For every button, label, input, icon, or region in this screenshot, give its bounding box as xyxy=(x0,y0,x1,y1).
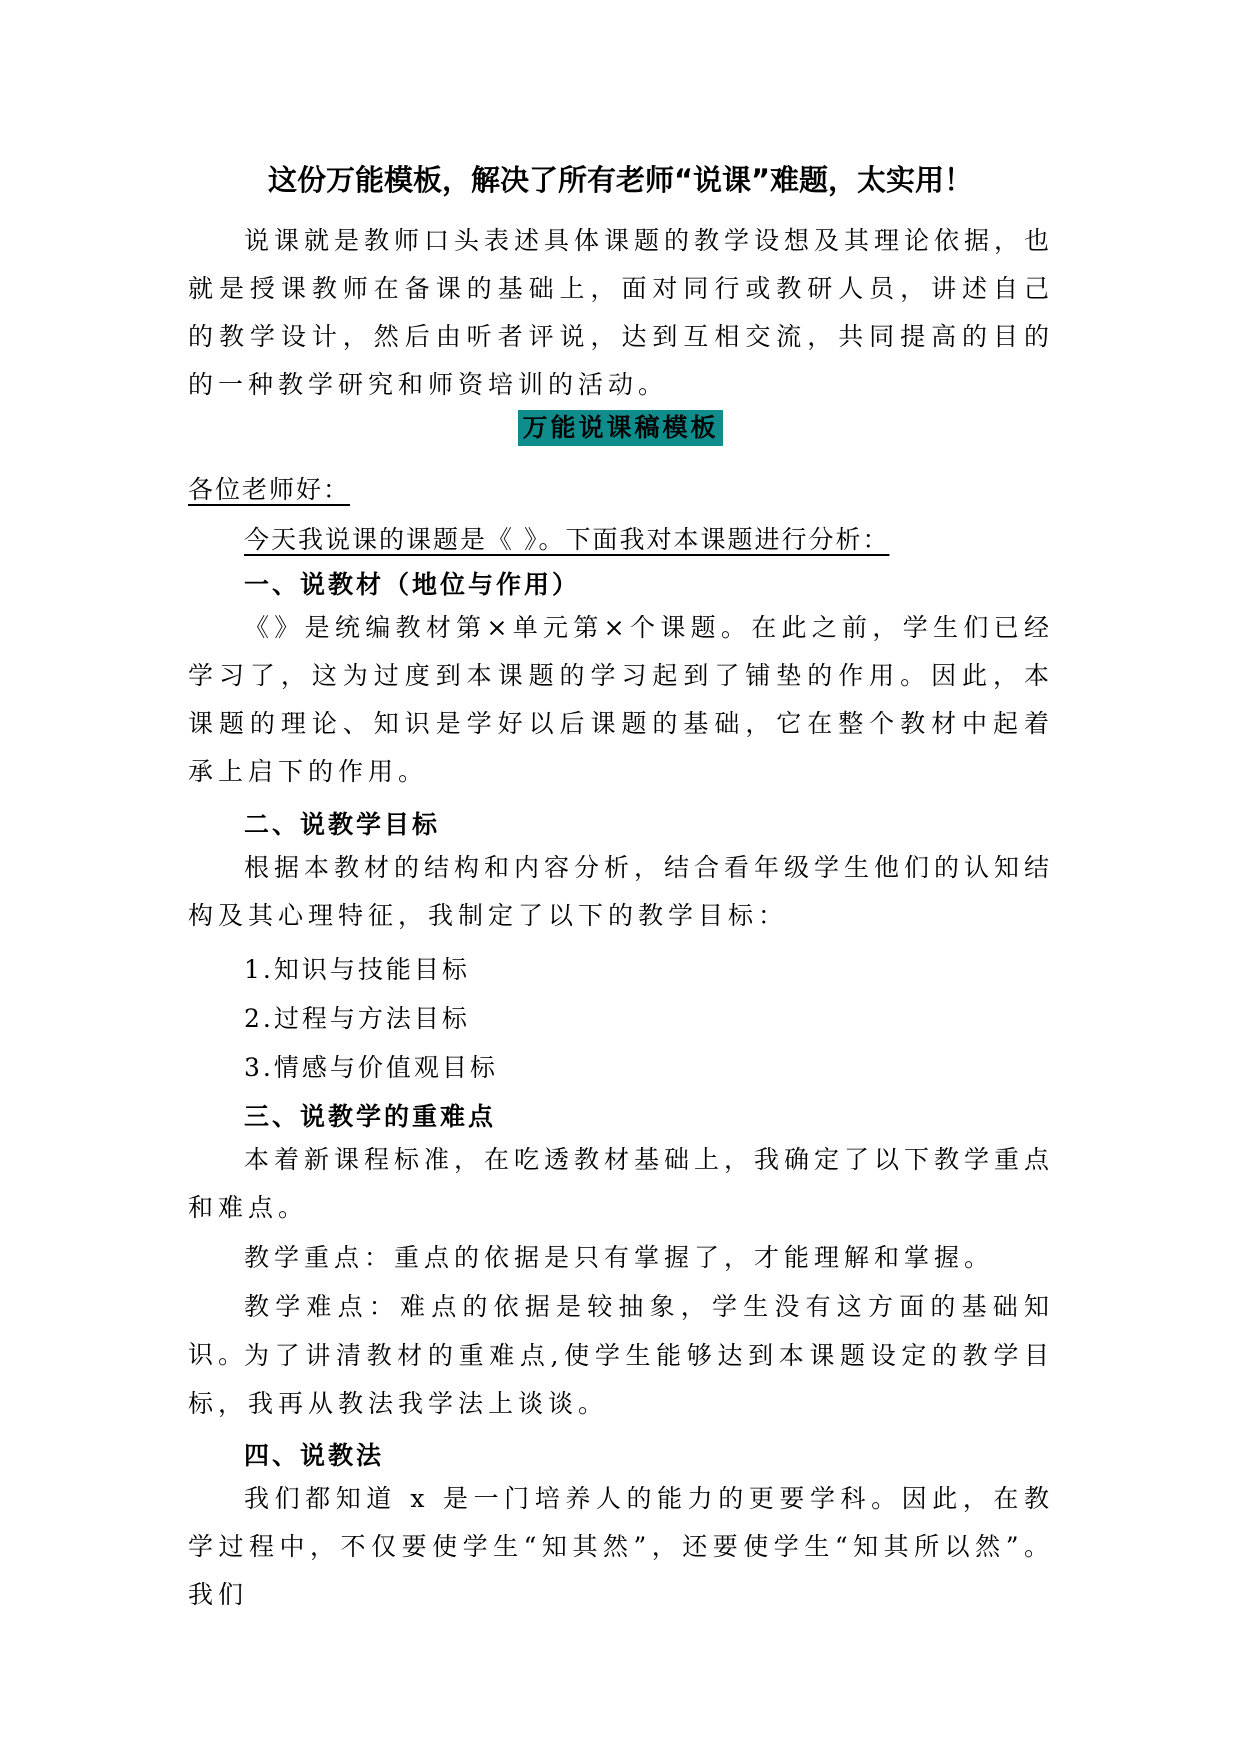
transition-paragraph: 为了讲清教材的重难点,使学生能够达到本课题设定的教学目标，我再从教法我学法上谈谈。 xyxy=(188,1341,1054,1418)
goals-paragraph: 根据本教材的结构和内容分析，结合看年级学生他们的认知结构及其心理特征，我制定了以下的教学目标： xyxy=(188,853,1055,930)
section-heading-goals: 二、说教学目标 xyxy=(244,810,441,839)
method-paragraph: 我们都知道 x 是一门培养人的能力的更要学科。因此，在教学过程中，不仅要使学生“知其然”，还要使学生“知其所以然”。我们 xyxy=(188,1484,1054,1609)
topic-line: 今天我说课的课题是《 》。下面我对本课题进行分析： xyxy=(244,525,890,554)
difficulty-paragraph: 教学难点：难点的依据是较抽象，学生没有这方面的基础知识。 xyxy=(188,1292,1054,1369)
section-heading-material: 一、说教材（地位与作用） xyxy=(244,570,581,599)
key-point-paragraph: 教学重点：重点的依据是只有掌握了，才能理解和掌握。 xyxy=(244,1243,995,1272)
goal-item-knowledge: 1.知识与技能目标 xyxy=(244,955,470,984)
template-title-highlight: 万能说课稿模板 xyxy=(518,410,722,446)
material-paragraph: 《》是统编教材第×单元第×个课题。在此之前，学生们已经学习了，这为过度到本课题的学习起到了铺垫的作用。因此，本课题的理论、知识是学好以后课题的基础，它在整个教材中起着承上启下的作用。 xyxy=(188,613,1054,786)
goal-item-process: 2.过程与方法目标 xyxy=(244,1004,470,1033)
document-title: 这份万能模板，解决了所有老师“说课”难题，太实用！ xyxy=(267,163,974,197)
greeting-line: 各位老师好： xyxy=(188,475,351,504)
goal-item-emotion: 3.情感与价值观目标 xyxy=(244,1053,498,1082)
key-points-paragraph: 本着新课程标准，在吃透教材基础上，我确定了以下教学重点和难点。 xyxy=(188,1145,1055,1222)
section-heading-key-points: 三、说教学的重难点 xyxy=(244,1102,497,1131)
section-heading-method: 四、说教法 xyxy=(244,1441,385,1470)
intro-paragraph: 说课就是教师口头表述具体课题的教学设想及其理论依据，也就是授课教师在备课的基础上，面对同行或教研人员，讲述自己的教学设计，然后由听者评说，达到互相交流，共同提高的目的的一种教学研究和师资培训的活动。 xyxy=(188,226,1055,399)
template-title-row xyxy=(0,410,1241,446)
